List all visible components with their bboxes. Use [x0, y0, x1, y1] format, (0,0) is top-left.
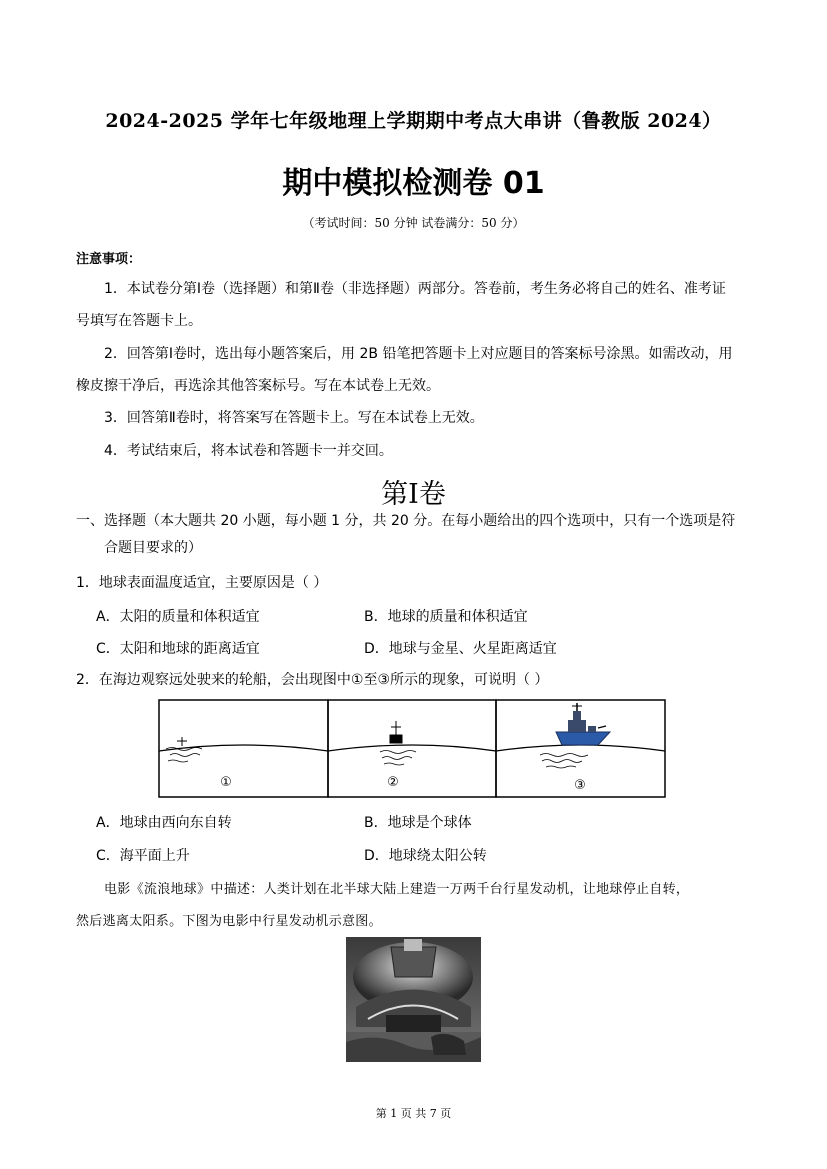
- horizon-curve-3: [496, 745, 665, 751]
- question-2-option-b: B．地球是个球体: [364, 815, 472, 831]
- ship-horizon-figure: [158, 699, 666, 798]
- question-1-option-b: B．地球的质量和体积适宜: [364, 609, 528, 625]
- exam-title: 期中模拟检测卷 01: [282, 166, 545, 201]
- waves-panel-3: [540, 754, 588, 769]
- notice-heading: 注意事项：: [76, 252, 142, 267]
- section-instructions-line-1: 一、选择题（本大题共 20 小题，每小题 1 分，共 20 分。在每小题给出的四个选项中，只有一个选项是符: [76, 513, 736, 529]
- notice-item-2-line-1: 2．回答第Ⅰ卷时，选出每小题答案后，用 2B 铅笔把答题卡上对应题目的答案标号涂黑。如需改动，用: [104, 346, 733, 362]
- full-ship-icon-panel-3: [556, 703, 610, 745]
- notice-item-2-line-2: 橡皮擦干净后，再选涂其他答案标号。写在本试卷上无效。: [76, 378, 440, 394]
- horizon-curve-2: [328, 745, 496, 751]
- planetary-engine-image: [346, 937, 481, 1062]
- exam-subtitle: 2024-2025 学年七年级地理上学期期中考点大串讲（鲁教版 2024）: [105, 110, 722, 132]
- question-2-option-d: D．地球绕太阳公转: [364, 848, 487, 864]
- question-1-option-c: C．太阳和地球的距离适宜: [96, 641, 260, 657]
- notice-item-4: 4．考试结束后，将本试卷和答题卡一并交回。: [104, 443, 393, 459]
- question-2-stem: 2．在海边观察远处驶来的轮船，会出现图中①至③所示的现象，可说明（ ）: [76, 672, 549, 688]
- section-instructions-line-2: 合题目要求的）: [104, 540, 202, 556]
- figure-panel-2-label: ②: [387, 775, 399, 790]
- section-title: 第Ⅰ卷: [381, 479, 446, 510]
- notice-item-1-line-1: 1．本试卷分第Ⅰ卷（选择题）和第Ⅱ卷（非选择题）两部分。答卷前，考生务必将自己的姓名、准考证: [104, 281, 726, 297]
- figure-panel-1-label: ①: [220, 775, 232, 790]
- ship-superstructure-icon-panel-2: [390, 721, 402, 743]
- waves-panel-2: [380, 751, 416, 766]
- question-1-option-a: A．太阳的质量和体积适宜: [96, 609, 260, 625]
- notice-item-3: 3．回答第Ⅱ卷时，将答案写在答题卡上。写在本试卷上无效。: [104, 410, 484, 426]
- passage-line-1: 电影《流浪地球》中描述：人类计划在北半球大陆上建造一万两千台行星发动机，让地球停止自转，: [104, 882, 690, 897]
- page-footer: 第 1 页 共 7 页: [375, 1107, 452, 1120]
- passage-line-2: 然后逃离太阳系。下图为电影中行星发动机示意图。: [76, 914, 382, 929]
- notice-item-1-line-2: 号填写在答题卡上。: [76, 313, 202, 329]
- question-2-option-a: A．地球由西向东自转: [96, 815, 232, 831]
- question-2-option-c: C．海平面上升: [96, 848, 190, 864]
- figure-panel-3-label: ③: [574, 778, 586, 793]
- ship-mast-icon-panel-1: [177, 737, 187, 746]
- question-1-option-d: D．地球与金星、火星距离适宜: [364, 641, 557, 657]
- exam-info: （考试时间：50 分钟 试卷满分：50 分）: [302, 216, 525, 230]
- question-1-stem: 1．地球表面温度适宜，主要原因是（ ）: [76, 575, 328, 591]
